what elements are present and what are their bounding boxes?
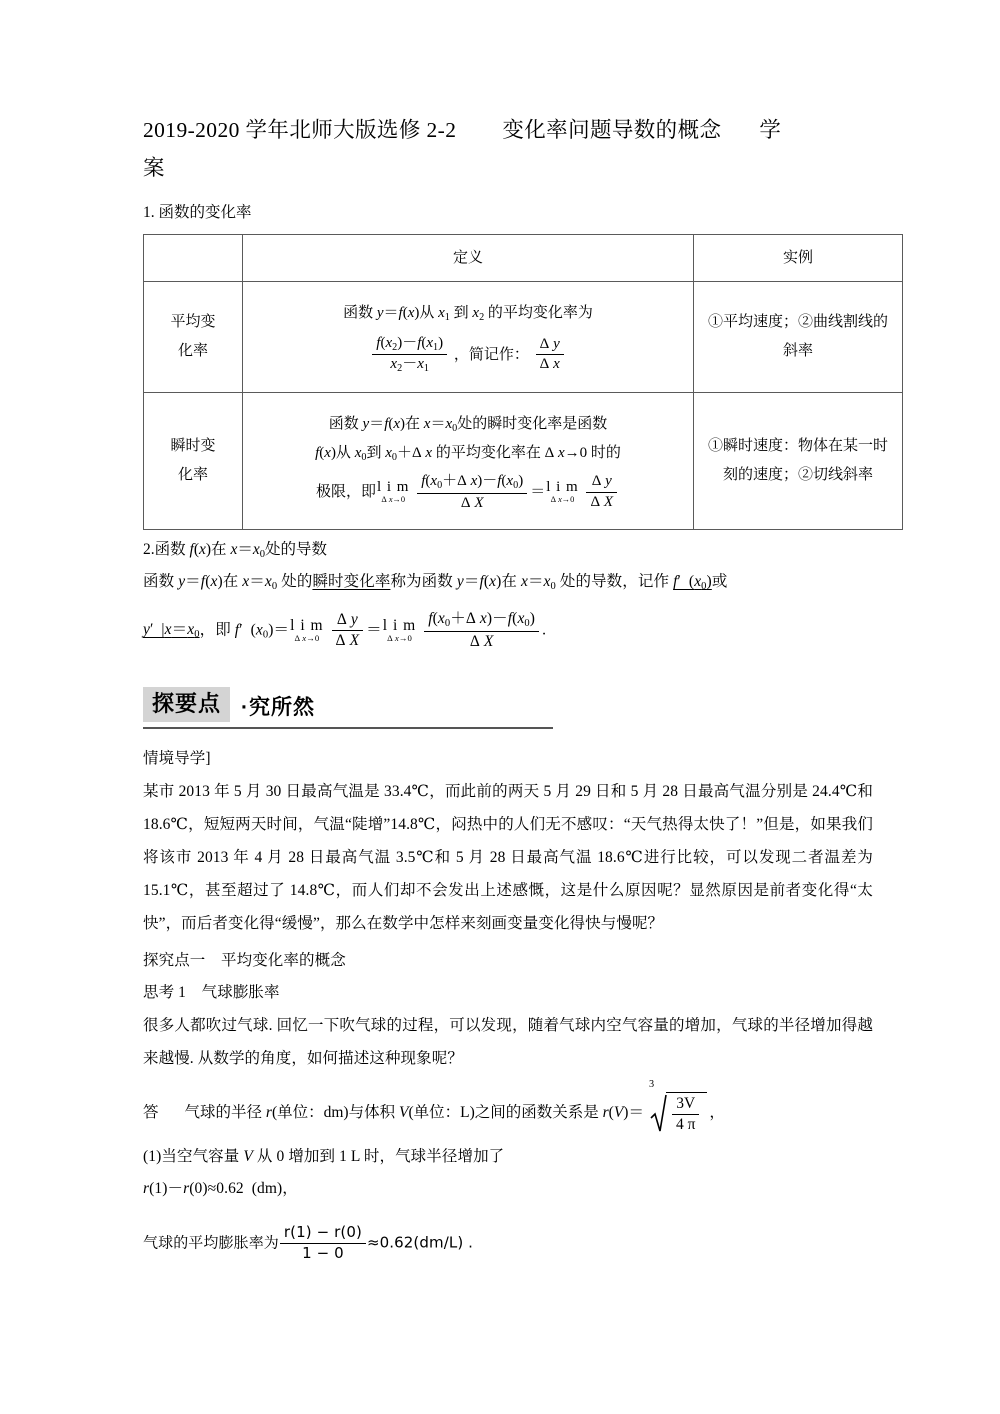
row-definition-instant-rate — [243, 393, 694, 530]
underlined-y-prime: y′ $|x=x_0$ — [143, 621, 200, 641]
row-example-instant-rate: ①瞬时速度：物体在某一时 刻的速度；②切线斜率 — [694, 393, 903, 530]
table-header-row — [144, 235, 903, 282]
underlined-f-prime: f′ $(x_0)$ — [673, 573, 712, 593]
band-divider — [143, 727, 553, 730]
think-label: 思考 1 气球膨胀率 — [143, 984, 280, 1002]
definition-text-line-2: f(x)从 $x_0$到 $x_0+\Delta$ x 的平均变化率在 Δ x→0 时的 — [315, 445, 621, 464]
table-row — [144, 393, 903, 530]
step-1-line: (1)当空气容量 V 从 0 增加到 1 L 时，气球半径增加了 — [143, 1147, 505, 1165]
title-segment-4: 案 — [143, 155, 165, 180]
step-3-numerator: r(1) − r(0) — [280, 1224, 366, 1244]
answer-line: 答 气球的半径 r(单位：dm)与体积 V(单位：L)之间的函数关系是 r(V)＝ 3 $\frac{3V}{4 \pi}$ ， — [143, 1079, 725, 1134]
table-header-blank — [144, 235, 243, 282]
step-3-tail: ≈0.62(dm/L) . — [366, 1234, 474, 1252]
radical-index: 3 — [648, 1079, 655, 1091]
derivative-definition-line-1: 函数 y＝f(x)在 $x=x_0$ 处的瞬时变化率称为函数 y＝f(x)在 $x=x_0$ 处的导数，记作 f′ $(x_0)$或 — [143, 573, 728, 593]
definition-formula-line — [249, 335, 687, 376]
table-header-example: 实例 — [694, 235, 903, 282]
row-definition-average-rate — [243, 282, 694, 393]
answer-prefix: 答 — [143, 1103, 159, 1121]
radicand-denominator: 4 π — [675, 1116, 696, 1134]
section-band-heading — [143, 687, 553, 729]
delta-y-delta-x-fraction: $\frac{\text{Δ y}}{\text{Δ x}}$ — [536, 336, 564, 374]
row-example-average-rate: ①平均速度；②曲线割线的 斜率 — [694, 282, 903, 393]
period: . — [542, 621, 547, 639]
equals-sign: ＝ — [366, 621, 382, 639]
title-segment-3: 学 — [759, 118, 782, 142]
explore-point-heading: 探究点一 平均变化率的概念 — [143, 951, 346, 969]
step-2-line: r(1)－r(0)≈0.62 (dm)， — [143, 1180, 298, 1198]
limit-operator-2: l i m Δ x→0 — [546, 479, 579, 504]
definition-text-line: 函数 y＝f(x)从 $x_1$ 到 $x_2$ 的平均变化率为 — [343, 305, 593, 324]
think-paragraph: 很多人都吹过气球. 回忆一下吹气球的过程，可以发现，随着气球内空气容量的增加，气球的半径增加得越来越慢. 从数学的角度，如何描述这种现象呢？ — [143, 1017, 873, 1068]
limit-operator-2: l i m Δ x→0 — [382, 616, 417, 644]
delta-y-delta-x-fraction: $\frac{\text{Δ y}}{\text{Δ X}}$ — [332, 611, 364, 651]
title-segment-1: 2019-2020 学年北师大版选修 2-2 — [143, 118, 457, 142]
step-3-line — [143, 1224, 873, 1262]
definition-formula-line — [249, 473, 687, 513]
average-expansion-rate-fraction — [280, 1224, 366, 1262]
equals-sign: ＝ — [530, 483, 546, 500]
band-row — [143, 687, 553, 727]
limit-operator: l i m Δ x→0 — [376, 479, 410, 504]
page-title — [143, 112, 873, 187]
change-rate-table — [143, 234, 903, 530]
derivative-or-label: 或 — [711, 573, 728, 591]
average-rate-fraction: $\frac{f(x_2)-f(x_1)}{x_2-x_1}$ — [372, 335, 447, 376]
underlined-instant-rate: 瞬时变化率 — [312, 573, 391, 591]
row-label-average-rate: 平均变 化率 — [144, 282, 243, 393]
section-2-heading: 2.函数 f(x)在 $x=x_0$处的导数 — [143, 541, 328, 561]
radical-sign — [650, 1093, 667, 1133]
radicand-fraction — [672, 1095, 699, 1135]
table-row — [144, 282, 903, 393]
shorthand-label: ，简记作： — [453, 346, 529, 363]
band-chip-label: 探要点 — [143, 687, 230, 722]
radicand-numerator: 3V — [672, 1095, 699, 1115]
instant-rate-fraction: $\frac{f(x_0+\Delta x)-f(x_0)}{\text{Δ X}}$ — [417, 473, 527, 513]
derivative-definition-line-2: y′ $|x=x_0$，即 f′ $(x_0)=$ l i m Δ x→0 $\frac{\text{Δ y}}{\text{Δ X}}$ ＝ l i m Δ x→0 $\frac{f(x_0+\Delta x)-f(x_0)}{\text{Δ X}}$ . — [143, 609, 547, 651]
step-3-prefix: 气球的平均膨胀率为 — [143, 1234, 279, 1252]
limit-prefix-label: 极限，即 — [315, 483, 376, 500]
derivative-limit-fraction: $\frac{f(x_0+\Delta x)-f(x_0)}{\text{Δ X}}$ — [424, 610, 539, 652]
step-3-denominator: 1 − 0 — [302, 1244, 344, 1262]
definition-text-line-1: 函数 y＝f(x)在 $x=x_0$处的瞬时变化率是函数 — [328, 416, 608, 435]
intro-paragraph: 某市 2013 年 5 月 30 日最高气温是 33.4℃，而此前的两天 5 月 29 日和 5 月 28 日最高气温分别是 24.4℃和 18.6℃，短短两天时间，气温“陡增”14.8℃，闷热中的人们无不感叹：“天气热得太快了！”但是，如果我们将该市 2013 年 4 月 28 日最高气温 3.5℃和 5 月 28 日最高气温 18.6℃进行比较，可以发现二者温差为 15.1℃，甚至超过了 14.8℃，而人们却不会发出上述感慨，这是什么原因呢？显然原因是前者变化得“太快”，而后者变化得“缓慢”，那么在数学中怎样来刻画变量变化得快与慢呢？ — [143, 783, 873, 932]
radical-body — [666, 1092, 707, 1135]
cube-root-radical — [648, 1079, 707, 1135]
limit-operator: l i m Δ x→0 — [290, 616, 324, 644]
band-tail-label: ·究所然 — [241, 695, 316, 719]
title-segment-2: 变化率问题导数的概念 — [502, 118, 722, 142]
table-header-definition: 定义 — [243, 235, 694, 282]
delta-y-delta-x-fraction: $\frac{\text{Δ y}}{\text{Δ X}}$ — [586, 473, 617, 511]
section-1-heading: 1. 函数的变化率 — [143, 204, 252, 222]
derivative-definition-paragraph — [143, 567, 873, 651]
document-content — [143, 112, 888, 1263]
radical-tail: ， — [709, 1103, 725, 1121]
intro-label: 情境导学] — [143, 750, 211, 768]
row-label-instant-rate: 瞬时变 化率 — [144, 393, 243, 530]
